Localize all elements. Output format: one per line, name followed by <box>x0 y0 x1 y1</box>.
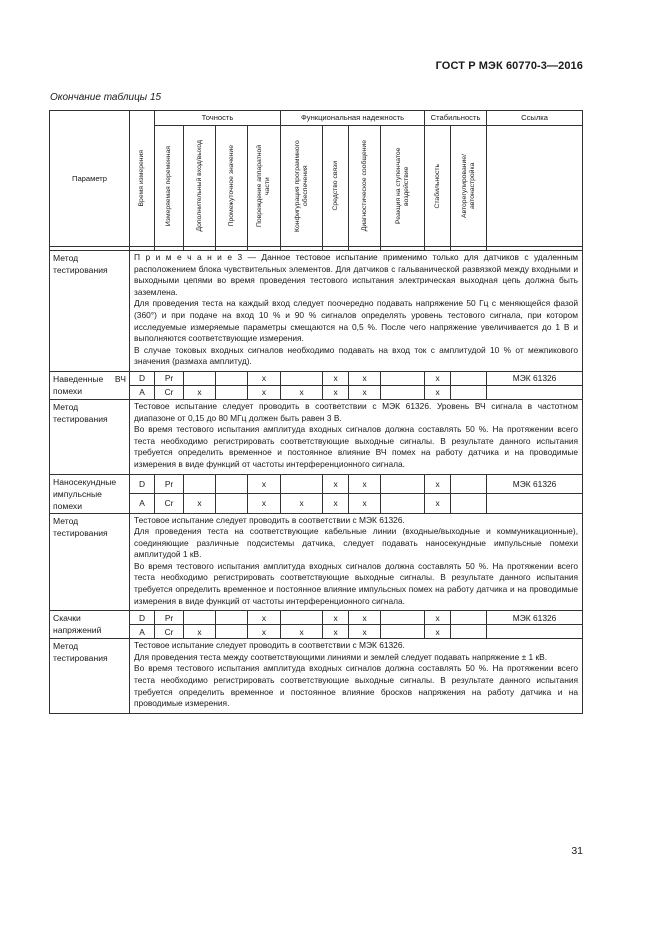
method-label: Метод тестирования <box>50 513 130 611</box>
cell-cr: Cr <box>155 494 184 514</box>
mark: x <box>425 611 451 625</box>
autotune-header: Авторегулирование/автонастройка <box>451 126 487 247</box>
row-label-d: D <box>130 611 155 625</box>
mark: x <box>349 494 381 514</box>
mark: x <box>184 625 216 639</box>
mark: x <box>248 611 281 625</box>
mark: x <box>425 385 451 399</box>
row-label-d: D <box>130 371 155 385</box>
method-row-3 <box>50 513 583 611</box>
param-nanosecond-pulses: Наносекундные импульсные помехи <box>50 474 130 513</box>
method-description: П р и м е ч а н и е 3 — Данное тестовое испытание применимо только для датчиков с удаленным расположением блока чувствительных элементов. Для датчиков с гальванической развязкой между входными и выходными цепями во время проведения тестового испытания электрическая выходная цепь должна быть заземлена. Для проведения теста на каждый вход следует поочередно подавать напряжение 50 Гц с меняющейся фазой (360°) и при подаче на вход 10 % и 90 % сигналов определять уровень тестового сигнала, при котором исследуемые измеряемые параметры смещаются на 0,5 %. После чего напряжение увеличивается до 1 В и выполняются соответствующие измерения. В случае токовых входных сигналов необходимо подавать на вход ток с амплитудой 10 % от межпикового значения (размаха амплитуд). <box>130 251 583 372</box>
reference-group-header: Ссылка <box>487 111 583 126</box>
mark: x <box>425 494 451 514</box>
table-row-a <box>50 494 583 514</box>
mark: x <box>349 611 381 625</box>
mark: x <box>184 494 216 514</box>
diag-header: Диагностическое сообщение <box>349 126 381 247</box>
mark: x <box>425 625 451 639</box>
method-row-2 <box>50 399 583 474</box>
reference-cell: МЭК 61326 <box>487 474 583 494</box>
table-caption: Окончание таблицы 15 <box>50 92 162 103</box>
mark: x <box>248 385 281 399</box>
functional-group-header: Функциональная надежность <box>281 111 425 126</box>
method-description: Тестовое испытание следует проводить в соответствии с МЭК 61326. Для проведения теста на соответствующие кабельные линии (входные/выходные и коммуникационные), соединяющие различные подсистемы датчика, следует подавать наносекундные импульсные помехи амплитудой 1 кВ. Во время тестового испытания амплитуда входных сигналов должна составлять 50 %. На протяжении всего теста необходимо регистрировать соответствующие выходные сигналы. В результате данного испытания требуется определить временное и постоянное влияние импульсных помех на работу датчика и на проводимые измерения в виде функций от частоты интерференционного сигнала. <box>130 513 583 611</box>
mark: x <box>349 371 381 385</box>
mark: x <box>323 494 349 514</box>
cell-cr: Cr <box>155 385 184 399</box>
mark: x <box>349 385 381 399</box>
mark: x <box>323 474 349 494</box>
comm-header: Средство связи <box>323 126 349 247</box>
table-row-d <box>50 474 583 494</box>
intermediate-header: Промежуточное значение <box>216 126 248 247</box>
reference-header-blank <box>487 126 583 247</box>
mark: x <box>248 625 281 639</box>
hw-damage-header: Повреждение аппаратной части <box>248 126 281 247</box>
method-label: Метод тестирования <box>50 251 130 372</box>
aux-io-header: Дополнительный вход/выход <box>184 126 216 247</box>
row-label-a: A <box>130 385 155 399</box>
step-header: Реакция на ступенчатое воздействие <box>381 126 425 247</box>
mark: x <box>425 474 451 494</box>
mark: x <box>349 625 381 639</box>
mark: x <box>349 474 381 494</box>
mark: x <box>323 625 349 639</box>
param-voltage-surges: Скачки напряжений <box>50 611 130 639</box>
row-label-a: A <box>130 494 155 514</box>
mark: x <box>281 625 323 639</box>
table-row-a <box>50 625 583 639</box>
sw-config-header: Конфигурация программного обеспечения <box>281 126 323 247</box>
mark: x <box>323 611 349 625</box>
param-rf-interference: Наведенные ВЧ помехи <box>50 371 130 399</box>
mark: x <box>281 385 323 399</box>
header-row-groups <box>50 111 583 126</box>
mark: x <box>323 385 349 399</box>
method-description: Тестовое испытание следует проводить в соответствии с МЭК 61326. Для проведения теста между соответствующими линиями и землей следует подавать напряжение ± 1 кВ. Во время тестового испытания амплитуда входных сигналов должна составлять 50 %. На протяжении всего теста необходимо регистрировать соответствующие выходные сигналы. В результате данного испытания требуется определить временное и постоянное влияние бросков напряжения на работу датчика и на проводимые измерения. <box>130 639 583 714</box>
reference-cell: МЭК 61326 <box>487 611 583 625</box>
test-table <box>49 110 583 714</box>
stability-header: Стабильность <box>425 126 451 247</box>
stability-group-header: Стабильность <box>425 111 487 126</box>
accuracy-group-header: Точность <box>155 111 281 126</box>
mark: x <box>281 494 323 514</box>
method-row-1 <box>50 251 583 372</box>
table-row-a <box>50 385 583 399</box>
method-label: Метод тестирования <box>50 639 130 714</box>
method-description: Тестовое испытание следует проводить в соответствии с МЭК 61326. Уровень ВЧ сигнала в частотном диапазоне от 0,15 до 80 МГц должен быть равен 3 В. Во время тестового испытания амплитуда входных сигналов должна составлять 50 %. На протяжении всего теста необходимо регистрировать соответствующие выходные сигналы. В результате данного испытания требуется определить временное и постоянное влияние ВЧ помех на работу датчика и на проводимые измерения в виде функций от частоты интерференционного сигнала. <box>130 399 583 474</box>
mark: x <box>184 385 216 399</box>
measured-var-header: Измеряемая переменная <box>155 126 184 247</box>
table-row-d <box>50 611 583 625</box>
mark: x <box>425 371 451 385</box>
page-number: 31 <box>571 845 583 857</box>
mark: x <box>248 494 281 514</box>
row-label-a: A <box>130 625 155 639</box>
row-label-d: D <box>130 474 155 494</box>
cell-pr: Pr <box>155 474 184 494</box>
cell-pr: Pr <box>155 371 184 385</box>
reference-cell: МЭК 61326 <box>487 371 583 385</box>
table-row-d <box>50 371 583 385</box>
document-title: ГОСТ Р МЭК 60770-3—2016 <box>435 60 583 72</box>
method-label: Метод тестирования <box>50 399 130 474</box>
mark: x <box>248 474 281 494</box>
mark: x <box>323 371 349 385</box>
cell-cr: Cr <box>155 625 184 639</box>
measure-time-header: Время измерения <box>130 111 155 247</box>
mark: x <box>248 371 281 385</box>
param-header: Параметр <box>50 111 130 247</box>
cell-pr: Pr <box>155 611 184 625</box>
method-row-4 <box>50 639 583 714</box>
